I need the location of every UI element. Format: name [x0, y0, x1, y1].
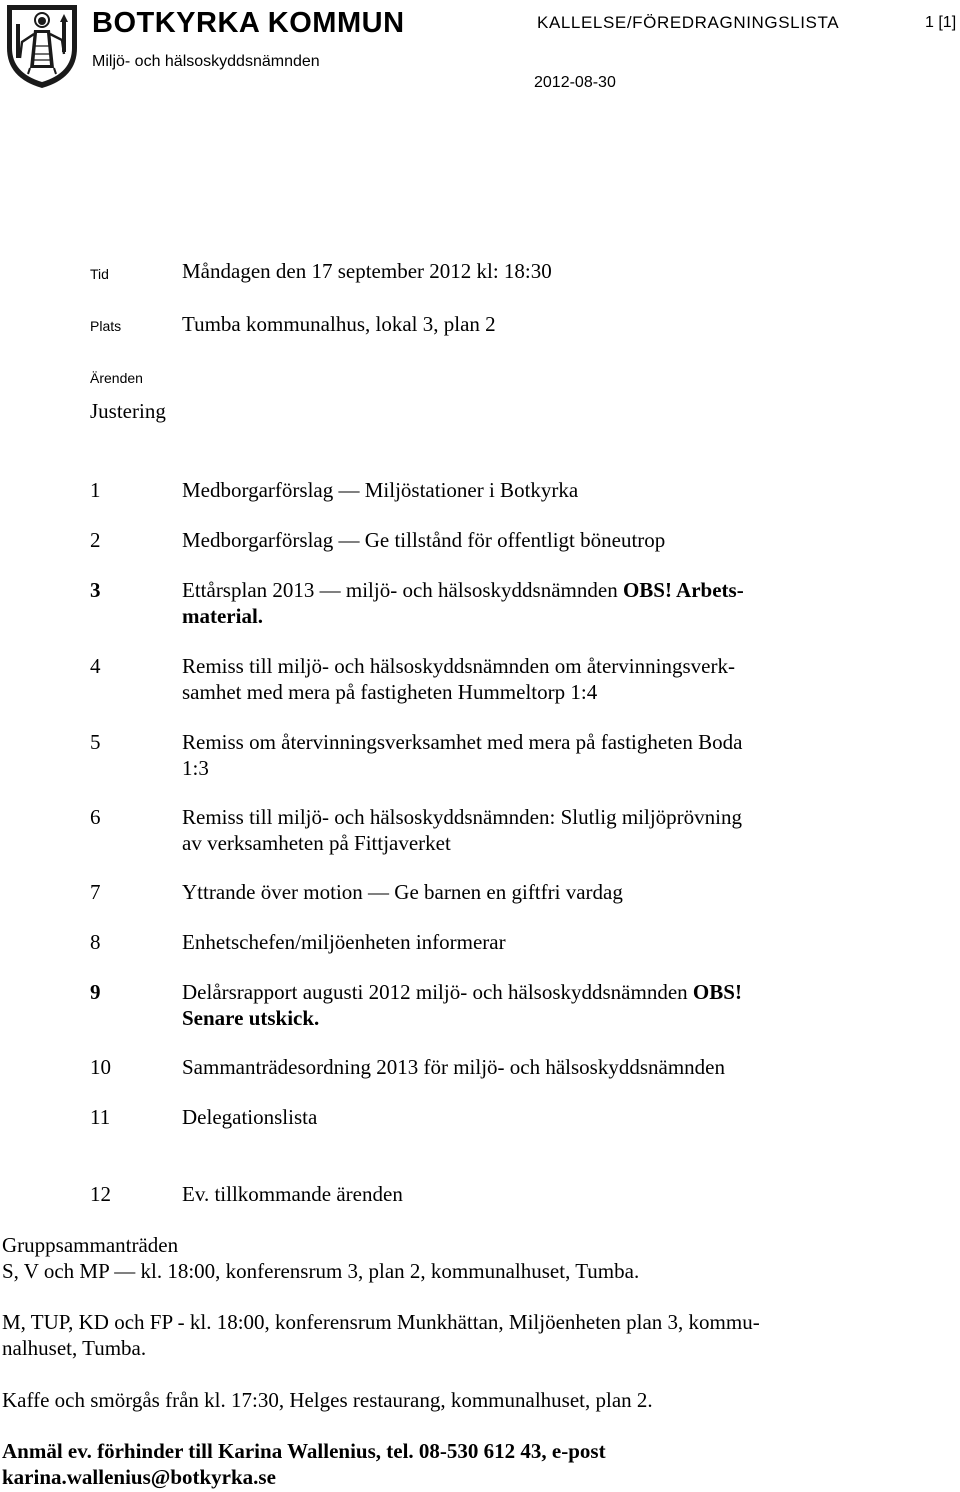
agenda-item-number: 6	[90, 805, 101, 829]
document-date: 2012-08-30	[534, 74, 616, 91]
group-meeting-2-line2: nalhuset, Tumba.	[2, 1336, 147, 1360]
group-meeting-2-line1: M, TUP, KD och FP - kl. 18:00, konferensrum Munkhättan, Miljöenheten plan 3, kommu-	[2, 1310, 760, 1334]
agenda-item-number: 11	[90, 1105, 111, 1129]
agenda-item-number: 7	[90, 880, 101, 904]
agenda-item-text: Ev. tillkommande ärenden	[182, 1182, 403, 1206]
agenda-item-number: 4	[90, 654, 101, 678]
agenda-item-number: 5	[90, 730, 101, 754]
group-meetings-heading: Gruppsammanträden	[2, 1233, 179, 1257]
agenda-item-text: Sammanträdesordning 2013 för miljö- och hälsoskyddsnämnden	[182, 1055, 725, 1079]
agenda-item-text: Medborgarförslag — Miljöstationer i Botkyrka	[182, 478, 579, 502]
plats-label: Plats	[90, 318, 122, 334]
agenda-item-line: Remiss till miljö- och hälsoskyddsnämnden om återvinningsverk-	[182, 654, 735, 678]
agenda-item-note: OBS! Arbets-	[622, 578, 744, 602]
agenda-item-title: Delårsrapport augusti 2012 miljö- och hälsoskyddsnämnden	[182, 980, 688, 1004]
agenda-item-note: Senare utskick.	[182, 1006, 320, 1030]
agenda-item-number: 8	[90, 930, 101, 954]
agenda-item-number: 10	[90, 1055, 111, 1079]
coat-of-arms-logo	[4, 2, 80, 90]
agenda-item-number: 12	[90, 1182, 111, 1206]
tid-value: Måndagen den 17 september 2012 kl: 18:30	[182, 259, 552, 283]
agenda-item-title: Ettårsplan 2013 — miljö- och hälsoskyddsnämnden	[182, 578, 618, 602]
organization-name: BOTKYRKA KOMMUN	[92, 7, 405, 39]
agenda-item-line: av verksamheten på Fittjaverket	[182, 831, 451, 855]
agenda-item-text: Yttrande över motion — Ge barnen en giftfri vardag	[182, 880, 623, 904]
agenda-item-text	[182, 577, 832, 629]
absence-notice-email: karina.wallenius@botkyrka.se	[2, 1465, 276, 1489]
absence-notice-line1: Anmäl ev. förhinder till Karina Wallenius, tel. 08-530 612 43, e-post	[2, 1439, 606, 1463]
group-meeting-1: S, V och MP — kl. 18:00, konferensrum 3, plan 2, kommunalhuset, Tumba.	[2, 1259, 640, 1283]
agenda-item-number: 9	[90, 980, 101, 1004]
agenda-item-note: material.	[182, 604, 264, 628]
agenda-item-number: 1	[90, 478, 101, 502]
agenda-item-text	[182, 729, 832, 781]
document-type: KALLELSE/FÖREDRAGNINGSLISTA	[537, 13, 840, 32]
tid-label: Tid	[90, 266, 109, 282]
agenda-item-line: samhet med mera på fastigheten Hummeltorp 1:4	[182, 680, 598, 704]
agenda-item-text: Enhetschefen/miljöenheten informerar	[182, 930, 506, 954]
agenda-item-text	[182, 653, 832, 705]
agenda-item-text	[182, 804, 832, 856]
plats-value: Tumba kommunalhus, lokal 3, plan 2	[182, 312, 496, 336]
agenda-item-text	[182, 979, 832, 1031]
agenda-item-number: 3	[90, 578, 101, 602]
agenda-item-number: 2	[90, 528, 101, 552]
committee-name: Miljö- och hälsoskyddsnämnden	[92, 53, 320, 70]
agenda-item-line: 1:3	[182, 756, 209, 780]
agenda-item-line: Remiss om återvinningsverksamhet med mera på fastigheten Boda	[182, 730, 743, 754]
justering-heading: Justering	[90, 399, 166, 423]
agenda-item-note: OBS!	[692, 980, 742, 1004]
coffee-info: Kaffe och smörgås från kl. 17:30, Helges restaurang, kommunalhuset, plan 2.	[2, 1388, 653, 1412]
agenda-item-text: Medborgarförslag — Ge tillstånd för offentligt böneutrop	[182, 528, 666, 552]
agenda-item-text: Delegationslista	[182, 1105, 318, 1129]
coat-of-arms-saint-icon	[4, 2, 80, 90]
arenden-label: Ärenden	[90, 370, 143, 386]
page-number: 1 [1]	[925, 14, 957, 31]
agenda-item-line: Remiss till miljö- och hälsoskyddsnämnden: Slutlig miljöprövning	[182, 805, 742, 829]
